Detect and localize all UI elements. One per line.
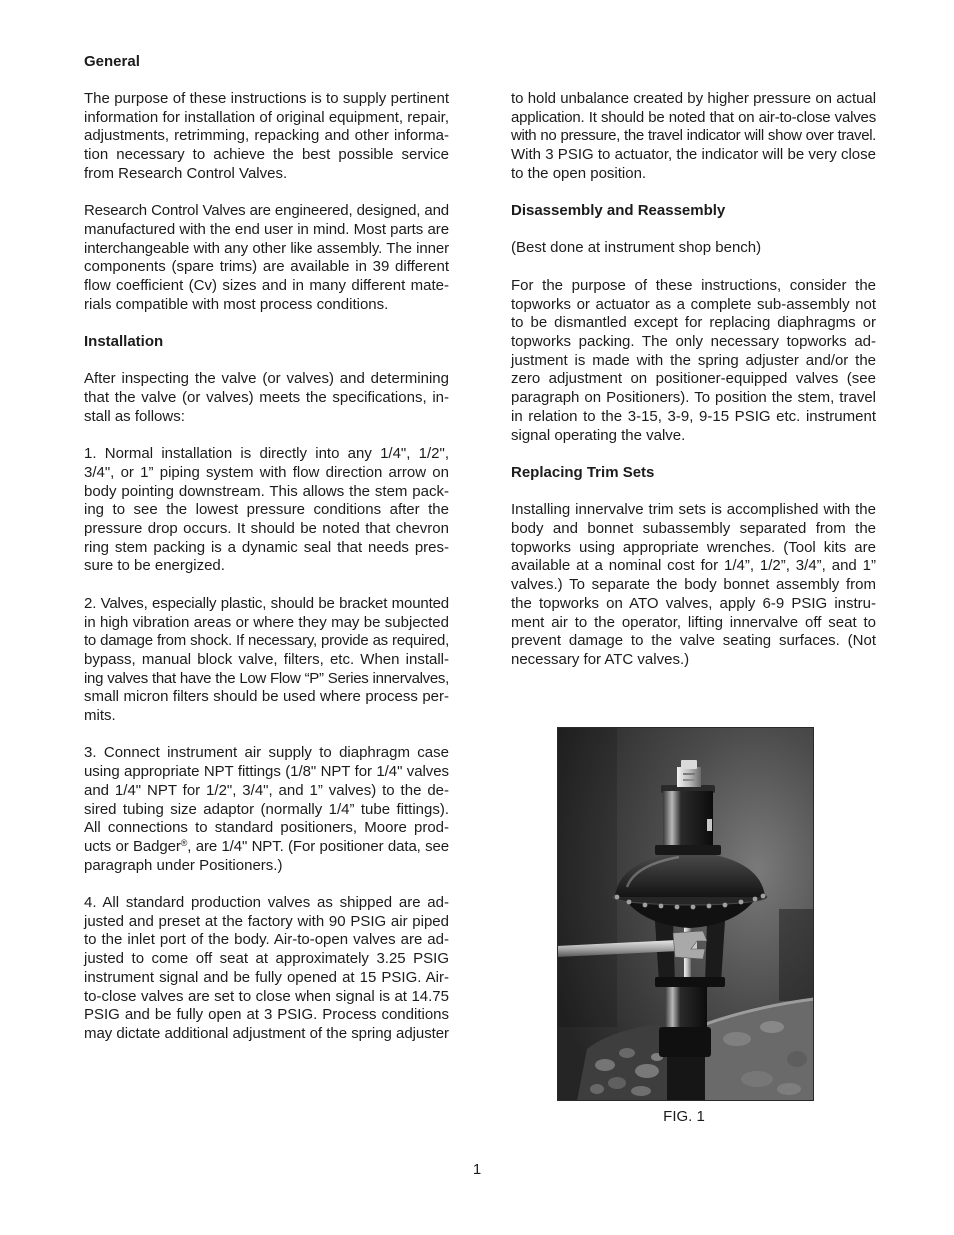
text-line	[84, 838, 449, 857]
photo-shadow	[779, 909, 814, 1001]
text-line: 2. Valves, especially plastic, should be bracket mounted	[84, 594, 449, 612]
paragraph-spacer	[511, 445, 876, 464]
text-line: to the inlet port of the body. Air-to-open valves are ad-	[84, 931, 449, 949]
left-column	[84, 53, 449, 1044]
section-heading-replacing-trim-sets: Replacing Trim Sets	[511, 463, 655, 481]
text-line: justment is made with the spring adjuster and/or the	[511, 351, 876, 369]
text-line: application. It should be noted that on air-to-close valves	[511, 108, 876, 126]
installation-step-3	[84, 744, 449, 875]
text-line: bypass, manual block valve, filters, etc. When install-	[84, 650, 449, 668]
text-line: After inspecting the valve (or valves) and determining	[84, 370, 449, 388]
disassembly-paragraph	[511, 277, 876, 445]
text-line: may dictate additional adjustment of the spring adjuster	[84, 1024, 449, 1042]
text-line: paragraph under Positioners.)	[84, 856, 283, 874]
text-line: ment air to the operator, lifting innervalve off seat to	[511, 613, 876, 631]
paragraph-spacer	[511, 183, 876, 202]
section-heading-general: General	[84, 52, 140, 70]
text-line: to damage from shock. If necessary, provide as required,	[84, 632, 449, 650]
text-line: available at a nominal cost for 1/4”, 1/2”, 3/4”, and 1”	[511, 557, 876, 575]
text-line: sure to be energized.	[84, 557, 225, 575]
text-line: the topworks on ATO valves, apply 6-9 PSIG instru-	[511, 594, 876, 612]
text-line: that the valve (or valves) meets the specifications, in-	[84, 389, 449, 407]
right-column	[511, 90, 876, 670]
figure-caption: FIG. 1	[663, 1107, 705, 1125]
paragraph-spacer	[511, 483, 876, 502]
text-line: topworks using appropriate wrenches. (Tool kits are	[511, 538, 876, 556]
text-line: PSIG and be fully open at 3 PSIG. Process conditions	[84, 1006, 449, 1024]
text-line: Installing innervalve trim sets is accomplished with the	[511, 501, 876, 519]
text-line: prevent damage to the valve seating surfaces. (Not	[511, 632, 876, 650]
registered-trademark-mark: ®	[180, 837, 188, 848]
valve-body	[659, 985, 711, 1057]
paragraph-spacer	[84, 352, 449, 371]
section-heading-installation: Installation	[84, 333, 164, 350]
text-line: information for installation of original equipment, repair,	[84, 108, 449, 126]
text-line: All connections to standard positioners, Moore prod-	[84, 819, 449, 837]
paragraph-spacer	[84, 576, 449, 595]
replacing-trim-paragraph	[511, 501, 876, 669]
text-line: 3/4", or 1” piping system with flow direction arrow on	[84, 463, 449, 481]
text-line: valves.) To separate the body bonnet assembly from	[511, 576, 876, 594]
text-line: interchangeable with any other like assembly. The inner	[84, 239, 449, 257]
paragraph-spacer	[84, 726, 449, 745]
text-line: pressure drop occurs. It should be noted that chevron	[84, 520, 449, 537]
text-line: body pointing downstream. This allows the stem pack-	[84, 482, 449, 500]
text-line: zero adjustment on positioner-equipped valves (see	[511, 370, 876, 388]
text-line: ring stem packing is a dynamic seal that needs pres-	[84, 538, 449, 556]
text-line: to be dismantled except for replacing diaphragms or	[511, 314, 876, 332]
text-line: The purpose of these instructions is to supply pertinent	[84, 89, 449, 107]
paragraph-spacer	[84, 183, 449, 202]
text-line: flow coefficient (Cv) sizes and in many different mate-	[84, 276, 449, 294]
text-line: adjustments, retrimming, repacking and other informa-	[84, 127, 449, 145]
text-line: justed and preset at the factory with 90 PSIG air piped	[84, 912, 449, 930]
text-line: necessary for ATC valves.)	[511, 650, 690, 668]
text-line: components (spare trims) are available in 39 different	[84, 258, 449, 276]
text-line: from Research Control Valves.	[84, 164, 288, 182]
disassembly-note: (Best done at instrument shop bench)	[511, 239, 762, 257]
text-line: sired tubing size adaptor (normally 1/4” tube fittings).	[84, 800, 449, 818]
text-line: to hold unbalance created by higher pressure on actual	[511, 89, 876, 107]
section-heading-disassembly: Disassembly and Reassembly	[511, 202, 726, 220]
text-line: topworks or actuator as a complete sub-assembly not	[511, 295, 876, 313]
paragraph-spacer	[84, 71, 449, 90]
page-number: 1	[472, 1160, 482, 1178]
text-line: body and bonnet subassembly separated from the	[511, 519, 876, 537]
text-line: tion necessary to achieve the best possible service	[84, 146, 449, 163]
text-line: using appropriate NPT fittings (1/8" NPT for 1/4" valves	[84, 763, 449, 781]
text-line: 4. All standard production valves as shipped are ad-	[84, 894, 449, 912]
paragraph-spacer	[511, 258, 876, 277]
text-line: with no pressure, the travel indicator will show over travel.	[511, 127, 876, 145]
text-line: With 3 PSIG to actuator, the indicator will be very close	[511, 146, 876, 163]
text-line: 1. Normal installation is directly into any 1/4", 1/2",	[84, 445, 449, 463]
text-line: justed to come off seat at approximately 3.25 PSIG	[84, 950, 449, 968]
text-line: Research Control Valves are engineered, designed, and	[84, 202, 449, 220]
text-line: ing to see the lowest pressure conditions after the	[84, 501, 449, 519]
installation-step-2	[84, 595, 449, 726]
text-line: signal operating the valve.	[511, 426, 686, 444]
text-line: ing valves that have the Low Flow “P” Series innervalves,	[84, 669, 449, 687]
text-line: stall as follows:	[84, 407, 185, 425]
photo-shadow	[557, 727, 617, 1027]
actuator-housing	[655, 785, 721, 855]
text-line: topworks packing. The only necessary topworks ad-	[511, 332, 876, 350]
text-line: to the open position.	[511, 164, 647, 182]
text-line: to-close valves are set to close when signal is at 14.75	[84, 987, 449, 1005]
text-segment: , are 1/4" NPT. (For positioner data, see	[187, 837, 449, 855]
text-line: and 1/4" NPT for 1/2", 3/4", and 1” valves) to the de-	[84, 781, 449, 799]
text-line: rials compatible with most process conditions.	[84, 295, 389, 313]
figure-1	[557, 727, 814, 1101]
installation-intro	[84, 370, 449, 426]
paragraph-spacer	[511, 221, 876, 240]
text-line: instrument signal and be fully opened at 15 PSIG. Air-	[84, 968, 449, 986]
installation-step-4-continued	[511, 90, 876, 184]
general-paragraph-1	[84, 90, 449, 184]
valve-photo	[557, 727, 814, 1101]
text-line: in high vibration areas or where they may be subjected	[84, 613, 449, 631]
text-line: paragraph on Positioners). To position the stem, travel	[511, 389, 876, 407]
paragraph-spacer	[84, 875, 449, 894]
installation-step-1	[84, 445, 449, 576]
text-line: For the purpose of these instructions, consider the	[511, 276, 876, 294]
text-line: small micron filters should be used where process per-	[84, 688, 449, 706]
general-paragraph-2	[84, 202, 449, 314]
paragraph-spacer	[84, 427, 449, 446]
text-line: in relation to the 3-15, 3-9, 9-15 PSIG etc. instrument	[511, 407, 876, 425]
installation-step-4	[84, 894, 449, 1044]
text-line: mits.	[84, 707, 116, 725]
text-line: manufactured with the end user in mind. Most parts are	[84, 220, 449, 238]
paragraph-spacer	[84, 314, 449, 333]
text-segment: ucts or Badger	[84, 837, 181, 855]
text-line: 3. Connect instrument air supply to diaphragm case	[84, 744, 449, 762]
